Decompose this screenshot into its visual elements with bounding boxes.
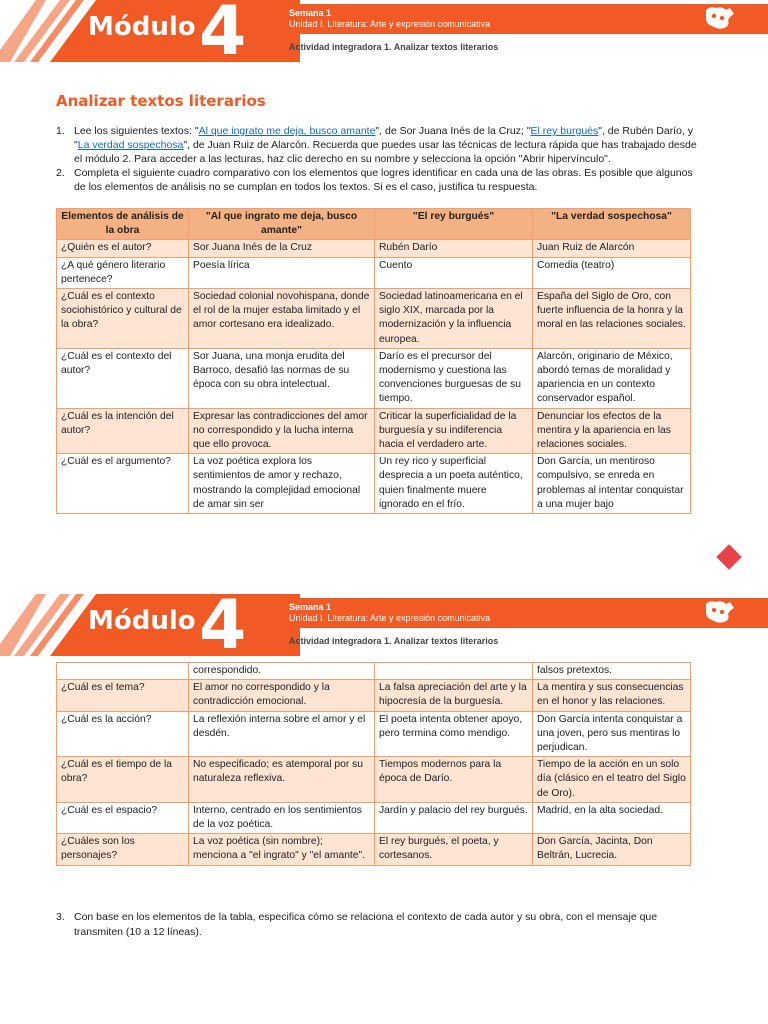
actividad-label: Actividad integradora 1. Analizar textos literarios xyxy=(289,42,499,52)
modulo-label: Módulo xyxy=(88,12,196,42)
prepa-en-linea-sep-logo-icon xyxy=(700,4,740,32)
table-header: "La verdad sospechosa" xyxy=(533,209,691,240)
table-cell: Sociedad latinoamericana en el siglo XIX, marcada por la modernización y la influencia europea. xyxy=(375,289,533,349)
table-row xyxy=(57,757,691,803)
header-banner-page1 xyxy=(0,0,768,62)
table-row xyxy=(57,834,691,865)
table-cell: ¿Quién es el autor? xyxy=(57,240,189,257)
instruction-text: ", de Rubén Darío, y " xyxy=(74,125,694,151)
table-cell: Denunciar los efectos de la mentira y la apariencia en las relaciones sociales. xyxy=(533,408,691,454)
table-cell xyxy=(375,663,533,680)
comparison-table-page2 xyxy=(56,662,691,866)
table-cell: España del Siglo de Oro, con fuerte influencia de la honra y la moral en las relaciones sociales. xyxy=(533,289,691,349)
table-cell: Rubén Darío xyxy=(375,240,533,257)
table-cell: ¿Cuál es la acción? xyxy=(57,711,189,757)
table-cell: Don García, Jacinta, Don Beltrán, Lucrecia. xyxy=(533,834,691,865)
table-row xyxy=(57,240,691,257)
table-cell: El poeta intenta obtener apoyo, pero termina como mendigo. xyxy=(375,711,533,757)
table-row xyxy=(57,680,691,711)
table-cell: Comedia (teatro) xyxy=(533,257,691,288)
table-cell: La voz poética (sin nombre); menciona a "el ingrato" y "el amante". xyxy=(189,834,375,865)
instruction-2 xyxy=(56,166,701,194)
table-cell: ¿Cuál es la intención del autor? xyxy=(57,408,189,454)
table-cell: Jardín y palacio del rey burgués. xyxy=(375,802,533,833)
table-cell: ¿Cuáles son los personajes? xyxy=(57,834,189,865)
table-cell: Darío es el precursor del modernismo y cuestiona las convenciones burguesas de su tiempo. xyxy=(375,348,533,408)
table-cell: ¿Cuál es el contexto sociohistórico y cultural de la obra? xyxy=(57,289,189,349)
actividad-label: Actividad integradora 1. Analizar textos literarios xyxy=(289,636,499,646)
instruction-text: ", de Sor Juana Inés de la Cruz; " xyxy=(375,125,531,137)
modulo-number: 4 xyxy=(199,594,247,656)
table-cell: Cuento xyxy=(375,257,533,288)
header-divider xyxy=(273,4,274,58)
table-cell: El rey burgués, el poeta, y cortesanos. xyxy=(375,834,533,865)
table-cell: falsos pretextos. xyxy=(533,663,691,680)
table-row xyxy=(57,802,691,833)
link-el-rey-burgues[interactable]: El rey burgués xyxy=(530,125,599,137)
table-cell: Expresar las contradicciones del amor no correspondido y la lucha interna que ello provoca. xyxy=(189,408,375,454)
table-cell: Interno, centrado en los sentimientos de la voz poética. xyxy=(189,802,375,833)
table-cell: Madrid, en la alta sociedad. xyxy=(533,802,691,833)
table-cell: Don García, un mentiroso compulsivo, se enreda en problemas al intentar conquistar a una mujer bajo xyxy=(533,454,691,514)
table-cell: correspondido. xyxy=(189,663,375,680)
decorative-diamond xyxy=(716,544,741,569)
table-cell: El amor no correspondido y la contradicción emocional. xyxy=(189,680,375,711)
table-header: "El rey burgués" xyxy=(375,209,533,240)
unidad-label: Unidad I. Literatura: Arte y expresión comunicativa xyxy=(289,613,491,623)
link-la-verdad-sospechosa[interactable]: La verdad sospechosa xyxy=(77,139,184,151)
semana-label: Semana 1 xyxy=(289,8,332,18)
table-cell: No especificado; es atemporal por su naturaleza reflexiva. xyxy=(189,757,375,803)
instruction-number: 1. xyxy=(56,125,65,137)
instructions-list xyxy=(56,124,701,194)
table-cell: ¿Cuál es el tema? xyxy=(57,680,189,711)
instruction-text: Completa el siguiente cuadro comparativo con los elementos que logres identificar en cada una de las obras. Es posible que algunos de los elementos de análisis no se cumplan en todos los textos. Si es el caso, justifica tu respuesta. xyxy=(74,167,693,193)
table-row xyxy=(57,348,691,408)
table-cell: ¿A qué género literario pertenece? xyxy=(57,257,189,288)
table-cell: Tiempos modernos para la época de Darío. xyxy=(375,757,533,803)
table-cell: Criticar la superficialidad de la burguesía y su indiferencia hacia el verdadero arte. xyxy=(375,408,533,454)
table-row xyxy=(57,257,691,288)
table-cell: Poesía lírica xyxy=(189,257,375,288)
table-cell: Sor Juana, una monja erudita del Barroco, desafió las normas de su época con su obra intelectual. xyxy=(189,348,375,408)
table-cell: ¿Cuál es el espacio? xyxy=(57,802,189,833)
table-cell: La mentira y sus consecuencias en el honor y las relaciones. xyxy=(533,680,691,711)
table-cell: Sor Juana Inés de la Cruz xyxy=(189,240,375,257)
table-cell: Alarcón, originario de México, abordó temas de moralidad y apariencia en un contexto conservador español. xyxy=(533,348,691,408)
instruction-number: 2. xyxy=(56,167,65,179)
table-cell: Tiempo de la acción en un solo día (clásico en el teatro del Siglo de Oro). xyxy=(533,757,691,803)
table-row-continuation xyxy=(57,663,691,680)
section-title: Analizar textos literarios xyxy=(56,92,266,110)
table-cell: Juan Ruiz de Alarcón xyxy=(533,240,691,257)
modulo-label: Módulo xyxy=(88,606,196,636)
table-cell: ¿Cuál es el argumento? xyxy=(57,454,189,514)
modulo-number: 4 xyxy=(199,0,247,62)
table-cell: Don García intenta conquistar a una joven, pero sus mentiras lo perjudican. xyxy=(533,711,691,757)
table-cell: Sociedad colonial novohispana, donde el rol de la mujer estaba limitado y el amor cortesano era idealizado. xyxy=(189,289,375,349)
table-cell: La reflexión interna sobre el amor y el desdén. xyxy=(189,711,375,757)
instruction-text: ", de Juan Ruiz de Alarcón. Recuerda que puedes usar las técnicas de lectura rápida que has trabajado desde el módulo 2. Para acceder a las lecturas, haz clic derecho en su nombre y selecciona la opción "Abrir hipervínculo". xyxy=(74,139,697,165)
table-cell: La voz poética explora los sentimientos de amor y rechazo, mostrando la complejidad emocional de amar sin ser xyxy=(189,454,375,514)
link-al-que-ingrato[interactable]: Al que ingrato me deja, busco amante xyxy=(198,125,376,137)
instruction-1 xyxy=(56,124,701,166)
table-cell: ¿Cuál es el tiempo de la obra? xyxy=(57,757,189,803)
table-row xyxy=(57,711,691,757)
unidad-label: Unidad I. Literatura: Arte y expresión comunicativa xyxy=(289,19,491,29)
table-row xyxy=(57,289,691,349)
table-header: Elementos de análisis de la obra xyxy=(57,209,189,240)
table-row xyxy=(57,454,691,514)
comparison-table-page1 xyxy=(56,208,691,514)
table-row xyxy=(57,408,691,454)
header-banner-page2 xyxy=(0,594,768,656)
table-header: "Al que ingrato me deja, busco amante" xyxy=(189,209,375,240)
table-cell xyxy=(57,663,189,680)
table-cell: Un rey rico y superficial desprecia a un poeta auténtico, quien finalmente muere ignorado en el frío. xyxy=(375,454,533,514)
instruction-text: Lee los siguientes textos: " xyxy=(74,125,199,137)
question-text: Con base en los elementos de la tabla, especifica cómo se relaciona el contexto de cada autor y su obra, con el mensaje que transmiten (10 a 12 líneas). xyxy=(74,911,658,938)
semana-label: Semana 1 xyxy=(289,602,332,612)
header-divider xyxy=(273,598,274,652)
question-number: 3. xyxy=(56,911,65,923)
table-header-row xyxy=(57,209,691,240)
table-cell: La falsa apreciación del arte y la hipocresía de la burguesía. xyxy=(375,680,533,711)
question-3 xyxy=(56,910,696,940)
table-cell: ¿Cuál es el contexto del autor? xyxy=(57,348,189,408)
prepa-en-linea-sep-logo-icon xyxy=(700,598,740,626)
